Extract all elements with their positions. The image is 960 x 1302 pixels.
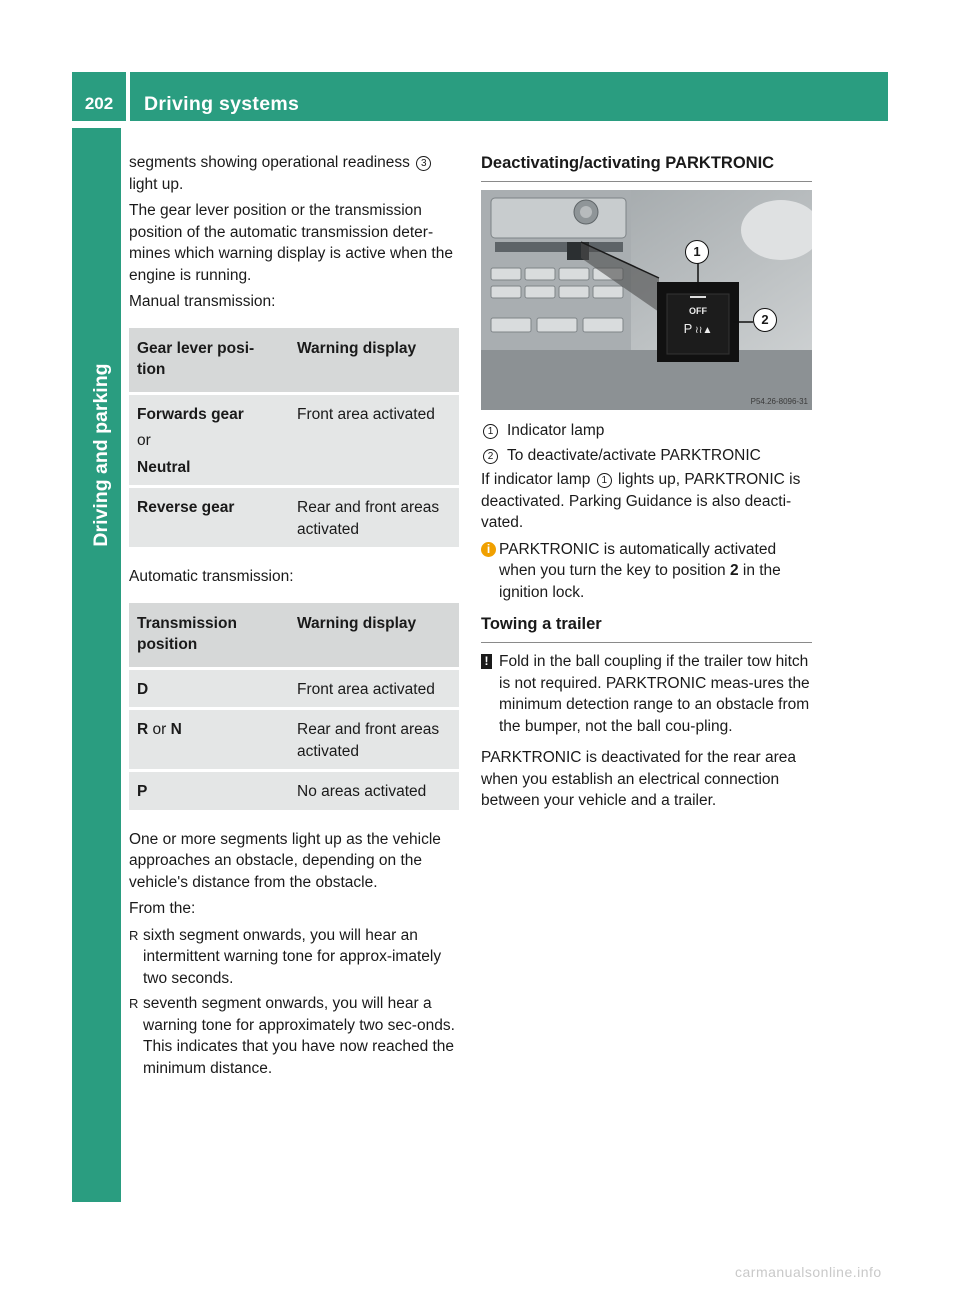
parktronic-p-symbol: P — [683, 321, 693, 336]
callout-3-icon: 3 — [416, 156, 431, 171]
off-label: OFF — [689, 306, 707, 316]
table-header-cell: Transmission position — [129, 603, 289, 667]
table-row — [129, 710, 459, 769]
table-cell: Rear and front areas activated — [289, 710, 459, 769]
table-header-cell: Warning display — [289, 328, 459, 392]
table-cell: No areas activated — [289, 772, 459, 810]
table-cell: Reverse gear — [129, 488, 289, 547]
left-column — [129, 152, 459, 1083]
console-illustration — [481, 190, 812, 410]
legend-item: 1 Indicator lamp — [481, 420, 812, 442]
center-console-photo — [481, 190, 812, 410]
info-note: i PARKTRONIC is automatically activated when you turn the key to position 2 in the ignition lock. — [481, 539, 812, 604]
parktronic-button[interactable] — [669, 320, 727, 340]
callout-1-icon: 1 — [597, 473, 612, 488]
table-row — [129, 488, 459, 547]
section-title: Driving systems — [144, 93, 300, 115]
table-header-cell: Warning display — [289, 603, 459, 667]
list-item: R seventh segment onwards, you will hear a warning tone for approximately two sec-onds. This indicates that you have now reached the minimum distance. — [129, 993, 459, 1079]
table-cell: P — [129, 772, 289, 810]
indicator-lamp — [690, 296, 706, 298]
page-header — [72, 72, 888, 121]
automatic-transmission-table — [129, 600, 459, 813]
list-item: R sixth segment onwards, you will hear an intermittent warning tone for approx-imately two seconds. — [129, 925, 459, 990]
table-row — [129, 772, 459, 810]
photo-code: P54.26-8096-31 — [750, 397, 808, 406]
table-header-row — [129, 328, 459, 392]
table-cell: D — [129, 670, 289, 708]
footer-watermark: carmanualsonline.info — [735, 1264, 882, 1280]
heading-deactivate-parktronic: Deactivating/activating PARKTRONIC — [481, 152, 812, 182]
table-cell: R or N — [129, 710, 289, 769]
callout-1-icon: 1 — [483, 424, 498, 439]
heading-towing-trailer: Towing a trailer — [481, 613, 812, 643]
side-tab-label — [86, 355, 120, 555]
info-icon: i — [481, 542, 496, 557]
side-tab — [72, 128, 121, 1202]
table-cell: Rear and front areas activated — [289, 488, 459, 547]
table-row — [129, 395, 459, 486]
legend-item: 2 To deactivate/activate PARKTRONIC — [481, 445, 812, 467]
manual-transmission-table — [129, 325, 459, 551]
table-header-row — [129, 603, 459, 667]
table-header-cell: Gear lever posi-tion — [129, 328, 289, 392]
warning-icon: ! — [481, 654, 492, 669]
towing-paragraph: PARKTRONIC is deactivated for the rear area when you establish an electrical connection between your vehicle and a trailer. — [481, 749, 797, 809]
table-cell: Forwards gear or Neutral — [129, 395, 289, 486]
intro-paragraph-1: segments showing operational readiness 3 light up. — [129, 152, 459, 195]
header-divider — [126, 72, 130, 121]
table-cell: Front area activated — [289, 395, 459, 486]
parktronic-waves-icon: ≀≀▲ — [692, 325, 713, 336]
indicator-paragraph: If indicator lamp 1 lights up, PARKTRONIC is deactivated. Parking Guidance is also deacti-vated. — [481, 471, 801, 531]
table-row — [129, 670, 459, 708]
page-number: 202 — [84, 94, 114, 113]
parktronic-callout-1: 1 — [685, 240, 709, 264]
distance-bullet-list — [129, 925, 459, 1080]
callout-2-icon: 2 — [483, 449, 498, 464]
intro-paragraph-2: The gear lever position or the transmission position of the automatic transmission deter-mines which warning display is active when the engine is running. — [129, 202, 453, 284]
segments-paragraph: One or more segments light up as the vehicle approaches an obstacle, depending on the vehicle's distance from the obstacle. — [129, 830, 441, 891]
from-the-label: From the: — [129, 900, 196, 917]
warning-note: ! Fold in the ball coupling if the trailer tow hitch is not required. PARKTRONIC meas-ures the minimum detection range to an obstacle from the bumper, not the ball cou-pling. — [481, 651, 812, 737]
manual-transmission-label: Manual transmission: — [129, 293, 276, 310]
parktronic-callout-2: 2 — [753, 308, 777, 332]
side-tab-text: Driving and parking — [90, 363, 112, 547]
automatic-transmission-label: Automatic transmission: — [129, 568, 294, 585]
table-cell: Front area activated — [289, 670, 459, 708]
right-column — [481, 152, 812, 817]
